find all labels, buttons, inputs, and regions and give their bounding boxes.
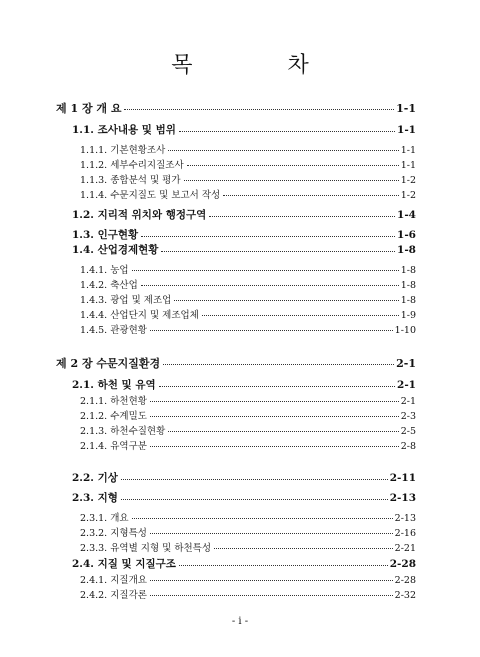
toc-entry-label: 2.4.1. 지질개요 [80, 575, 147, 586]
dot-leader [141, 236, 395, 237]
toc-entry-page: 2-3 [400, 411, 416, 422]
toc-section[interactable] [72, 242, 416, 257]
toc-subsection[interactable] [80, 408, 416, 422]
dot-leader [150, 533, 393, 534]
toc-entry-page: 1-2 [400, 190, 416, 201]
dot-leader [150, 401, 399, 402]
dot-leader [187, 165, 399, 166]
toc-entry-label: 1.4.1. 농업 [80, 265, 129, 276]
toc-entry-label: 1.1. 조사내용 및 범위 [72, 124, 176, 136]
toc-entry-label: 2.2. 기상 [72, 472, 118, 484]
toc-entry-page: 1-8 [400, 280, 416, 291]
toc-entry-page: 1-1 [397, 124, 416, 136]
toc-section[interactable] [72, 490, 416, 505]
dot-leader [161, 251, 395, 252]
toc-subsection[interactable] [80, 393, 416, 407]
toc-subsection[interactable] [80, 277, 416, 291]
toc-entry-page: 1-1 [396, 102, 416, 115]
toc-subsection[interactable] [80, 423, 416, 437]
dot-leader [174, 300, 398, 301]
toc-subsection[interactable] [80, 587, 416, 601]
toc-entry-page: 1-8 [400, 265, 416, 276]
toc-chapter[interactable] [56, 100, 416, 116]
toc-subsection[interactable] [80, 307, 416, 321]
toc-entry-label: 2.1.2. 수계밀도 [80, 411, 147, 422]
toc-entry-page: 2-13 [394, 513, 416, 524]
toc-section[interactable] [72, 556, 416, 571]
toc-entry-label: 2.1. 하천 및 유역 [72, 379, 156, 391]
toc-entry-label: 2.4. 지질 및 지질구조 [72, 558, 176, 570]
dot-leader [124, 109, 394, 110]
toc-entry-page: 1-8 [400, 295, 416, 306]
dot-leader [150, 446, 399, 447]
toc-entry-label: 1.4.2. 축산업 [80, 280, 138, 291]
toc-subsection[interactable] [80, 540, 416, 554]
toc-section[interactable] [72, 122, 416, 137]
toc-entry-page: 1-6 [397, 229, 416, 241]
toc-subsection[interactable] [80, 142, 416, 156]
toc-section[interactable] [72, 227, 416, 242]
toc-entry-page: 2-1 [396, 357, 416, 370]
dot-leader [150, 580, 393, 581]
page-number: - i - [231, 616, 249, 627]
toc-entry-label: 2.3.1. 개요 [80, 513, 129, 524]
dot-leader [184, 180, 399, 181]
toc-entry-page: 2-5 [400, 426, 416, 437]
dot-leader [223, 195, 398, 196]
toc-entry-page: 2-13 [389, 492, 416, 504]
toc-section[interactable] [72, 377, 416, 392]
dot-leader [150, 595, 393, 596]
toc-chapter[interactable] [56, 355, 416, 371]
toc-entry-label: 1.3. 인구현황 [72, 229, 139, 241]
toc-entry-page: 1-4 [397, 209, 416, 221]
toc-entry-label: 1.1.2. 세부수리지질조사 [80, 160, 184, 171]
toc-subsection[interactable] [80, 525, 416, 539]
toc-entry-page: 2-11 [389, 472, 416, 484]
dot-leader [179, 131, 395, 132]
dot-leader [214, 548, 393, 549]
dot-leader [168, 431, 398, 432]
toc-entry-page: 1-10 [394, 325, 416, 336]
toc-entry-label: 1.4. 산업경제현황 [72, 244, 159, 256]
toc-entry-page: 2-1 [400, 396, 416, 407]
toc-entry-label: 2.3. 지형 [72, 492, 118, 504]
toc-entry-label: 2.3.2. 지형특성 [80, 528, 147, 539]
toc-subsection[interactable] [80, 187, 416, 201]
toc-entry-label: 2.4.2. 지질각론 [80, 590, 147, 601]
toc-section[interactable] [72, 470, 416, 485]
toc-entry-page: 2-21 [394, 543, 416, 554]
toc-subsection[interactable] [80, 262, 416, 276]
toc-entry-label: 1.4.5. 관광현황 [80, 325, 147, 336]
dot-leader [150, 330, 393, 331]
toc-entry-label: 1.4.3. 광업 및 제조업 [80, 295, 172, 306]
toc-entry-page: 2-32 [394, 590, 416, 601]
toc-entry-page: 1-1 [400, 160, 416, 171]
dot-leader [202, 315, 399, 316]
toc-entry-label: 2.3.3. 유역별 지형 및 하천특성 [80, 543, 212, 554]
toc-entry-label: 제 2 장 수문지질환경 [56, 357, 161, 370]
dot-leader [163, 364, 394, 365]
toc-entry-label: 1.1.4. 수문지질도 및 보고서 작성 [80, 190, 221, 201]
dot-leader [209, 216, 395, 217]
toc-entry-page: 2-28 [389, 558, 416, 570]
toc-subsection[interactable] [80, 172, 416, 186]
dot-leader [179, 565, 388, 566]
toc-entry-page: 2-16 [394, 528, 416, 539]
toc-subsection[interactable] [80, 510, 416, 524]
toc-entry-label: 2.1.3. 하천수질현황 [80, 426, 166, 437]
toc-entry-page: 1-9 [400, 310, 416, 321]
toc-subsection[interactable] [80, 322, 416, 336]
dot-leader [168, 150, 398, 151]
toc-entry-page: 1-1 [400, 145, 416, 156]
dot-leader [159, 386, 395, 387]
dot-leader [141, 285, 399, 286]
toc-title: 목 차 [171, 53, 353, 78]
toc-section[interactable] [72, 207, 416, 222]
toc-entry-page: 2-1 [397, 379, 416, 391]
toc-entry-label: 1.1.3. 종합분석 및 평가 [80, 175, 181, 186]
toc-entry-label: 1.1.1. 기본현황조사 [80, 145, 166, 156]
toc-entry-page: 1-8 [397, 244, 416, 256]
toc-entry-label: 제 1 장 개 요 [56, 102, 122, 115]
toc-entry-page: 1-2 [400, 175, 416, 186]
dot-leader [121, 499, 388, 500]
toc-subsection[interactable] [80, 157, 416, 171]
toc-entry-label: 2.1.1. 하천현황 [80, 396, 147, 407]
toc-entry-label: 1.2. 지리적 위치와 행정구역 [72, 209, 207, 221]
dot-leader [132, 270, 399, 271]
toc-subsection[interactable] [80, 438, 416, 452]
toc-entry-label: 1.4.4. 산업단지 및 제조업체 [80, 310, 199, 321]
toc-entry-page: 2-28 [394, 575, 416, 586]
toc-entry-label: 2.1.4. 유역구분 [80, 441, 147, 452]
toc-subsection[interactable] [80, 292, 416, 306]
dot-leader [150, 416, 399, 417]
dot-leader [121, 479, 388, 480]
dot-leader [132, 518, 393, 519]
toc-subsection[interactable] [80, 572, 416, 586]
toc-entry-page: 2-8 [400, 441, 416, 452]
